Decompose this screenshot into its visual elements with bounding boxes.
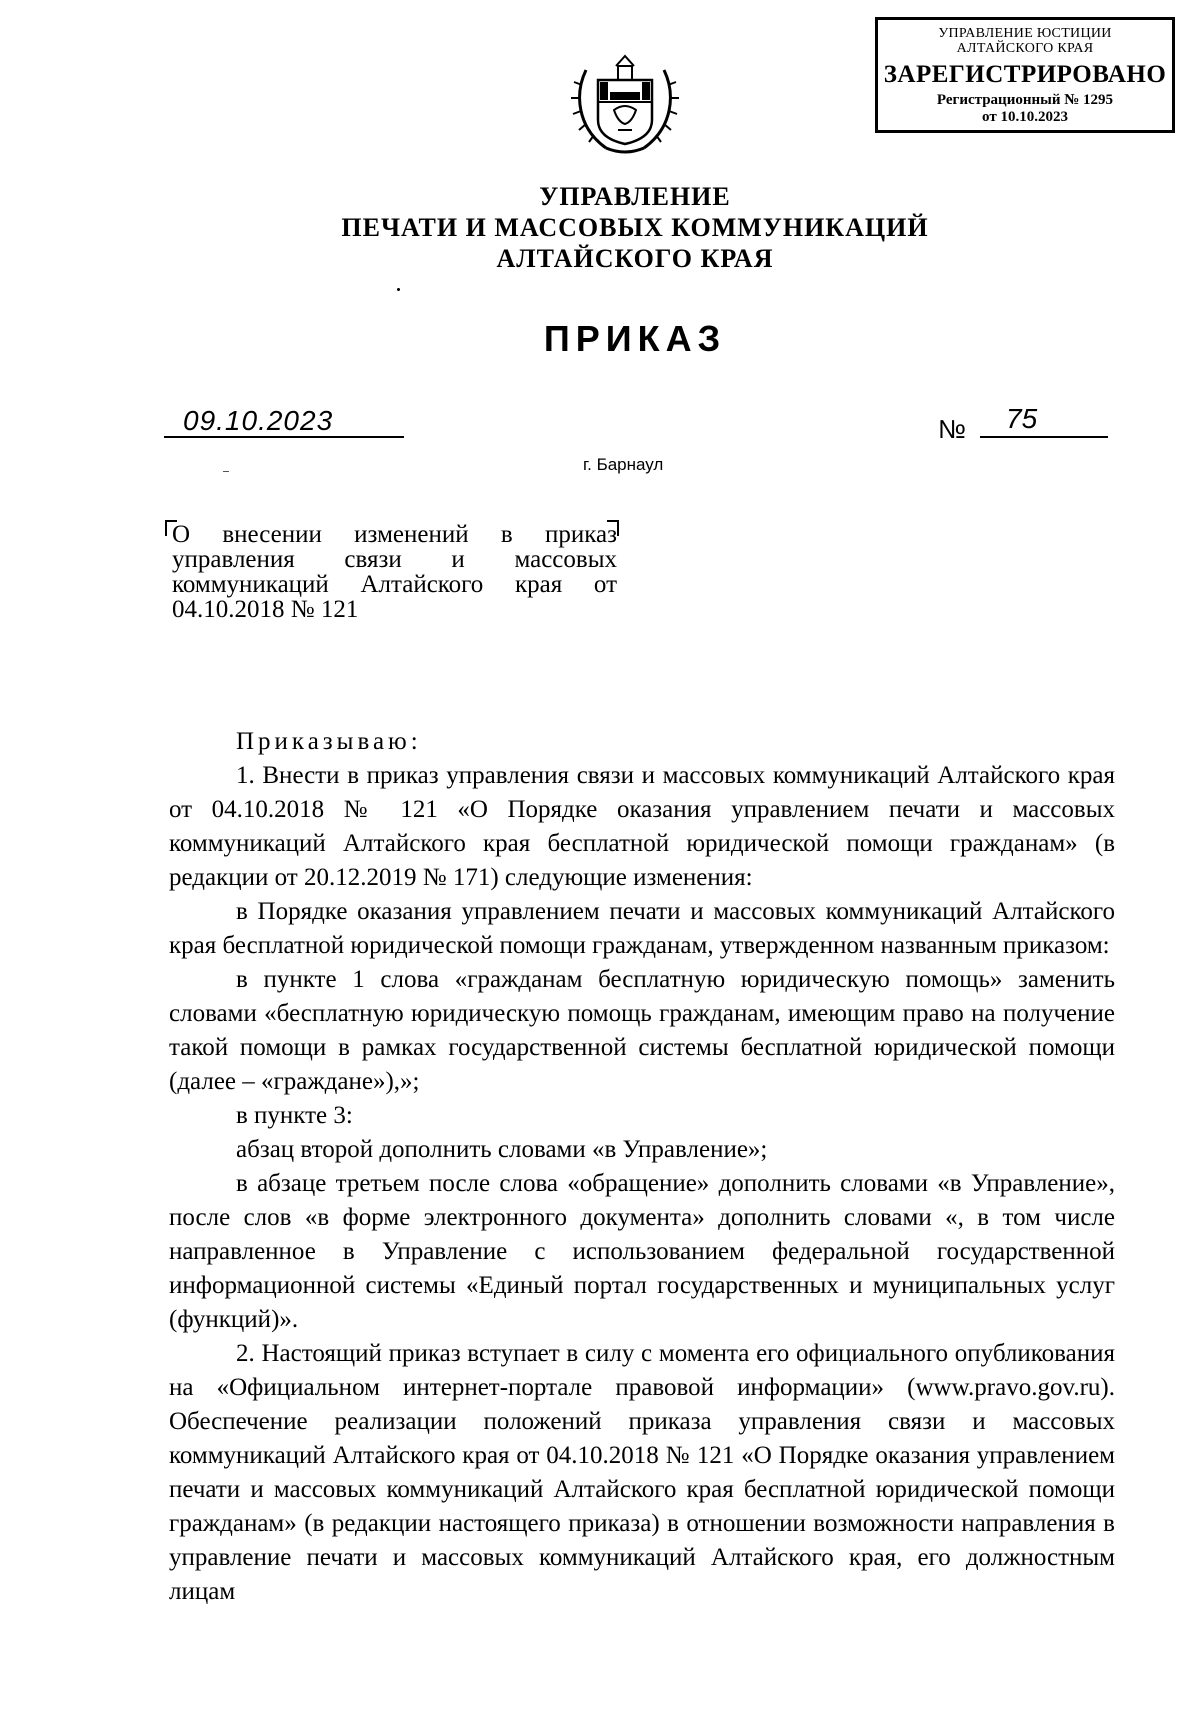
document-body xyxy=(169,725,1115,1609)
order-number: 75 xyxy=(1006,403,1038,434)
subject-block xyxy=(172,522,617,622)
registration-stamp xyxy=(875,17,1175,133)
number-underline xyxy=(980,436,1108,438)
date-underline xyxy=(164,436,404,438)
paragraph-2: в Порядке оказания управлением печати и массовых коммуникаций Алтайского края бесплатной юридической помощи гражданам, утвержденном названным приказом: xyxy=(169,898,1115,959)
city: г. Барнаул xyxy=(583,455,664,474)
paragraph-3: в пункте 1 слова «гражданам бесплатную юридическую помощь» заменить словами «бесплатную юридическую помощь гражданам, имеющим право на получение такой помощи в рамках государственной системы бесплатной юридической помощи (далее – «граждане»),»; xyxy=(169,966,1115,1095)
subject-line4: 04.10.2018 № 121 xyxy=(172,596,359,623)
stamp-org-line1: УПРАВЛЕНИЕ ЮСТИЦИИ xyxy=(938,26,1112,41)
paragraph-1: 1. Внести в приказ управления связи и массовых коммуникаций Алтайского края от 04.10.2018 № 121 «О Порядке оказания управлением печати и массовых коммуникаций Алтайского края бесплатной юридической помощи гражданам» (в редакции от 20.12.2019 № 171) следующие изменения: xyxy=(169,762,1115,891)
header-line3: АЛТАЙСКОГО КРАЯ xyxy=(496,244,774,273)
paragraph-6: в абзаце третьем после слова «обращение» дополнить словами «в Управление», после слов «в форме электронного документа» дополнить словами «, в том числе направленное в Управление с использованием федеральной государственной информационной системы «Единый портал государственных и муниципальных услуг (функций)». xyxy=(169,1170,1115,1333)
order-date: 09.10.2023 xyxy=(183,405,334,436)
subject-line3: коммуникаций Алтайского края от xyxy=(172,571,617,598)
header-line2: ПЕЧАТИ И МАССОВЫХ КОММУНИКАЦИЙ xyxy=(341,213,929,242)
order-word: Приказываю: xyxy=(236,728,422,755)
paragraph-7: 2. Настоящий приказ вступает в силу с момента его официального опубликования на «Официальном интернет-портале правовой информации» (www.pravo.gov.ru). Обеспечение реализации положений приказа управления связи и массовых коммуникаций Алтайского края от 04.10.2018 № 121 «О Порядке оказания управлением печати и массовых коммуникаций Алтайского края бесплатной юридической помощи гражданам» (в редакции настоящего приказа) в отношении возможности направления в управление печати и массовых коммуникаций Алтайского края, его должностным лицам xyxy=(169,1340,1115,1605)
paragraph-4: в пункте 3: xyxy=(236,1102,353,1129)
stamp-reg-number: Регистрационный № 1295 xyxy=(936,92,1114,108)
stray-mark xyxy=(223,471,229,472)
subject-line2: управления связи и массовых xyxy=(172,546,617,573)
stamp-org-line2: АЛТАЙСКОГО КРАЯ xyxy=(956,41,1094,56)
stamp-registered: ЗАРЕГИСТРИРОВАНО xyxy=(883,61,1167,88)
altai-krai-coat-of-arms-icon xyxy=(566,40,684,160)
document-title: ПРИКАЗ xyxy=(543,318,727,359)
header-line1: УПРАВЛЕНИЕ xyxy=(539,182,731,211)
paragraph-5: абзац второй дополнить словами «в Управление»; xyxy=(236,1136,768,1163)
subject-line1: О внесении изменений в приказ xyxy=(172,521,617,548)
stray-dot xyxy=(397,288,400,291)
number-sign: № xyxy=(938,414,966,444)
stamp-reg-date: от 10.10.2023 xyxy=(982,109,1068,125)
